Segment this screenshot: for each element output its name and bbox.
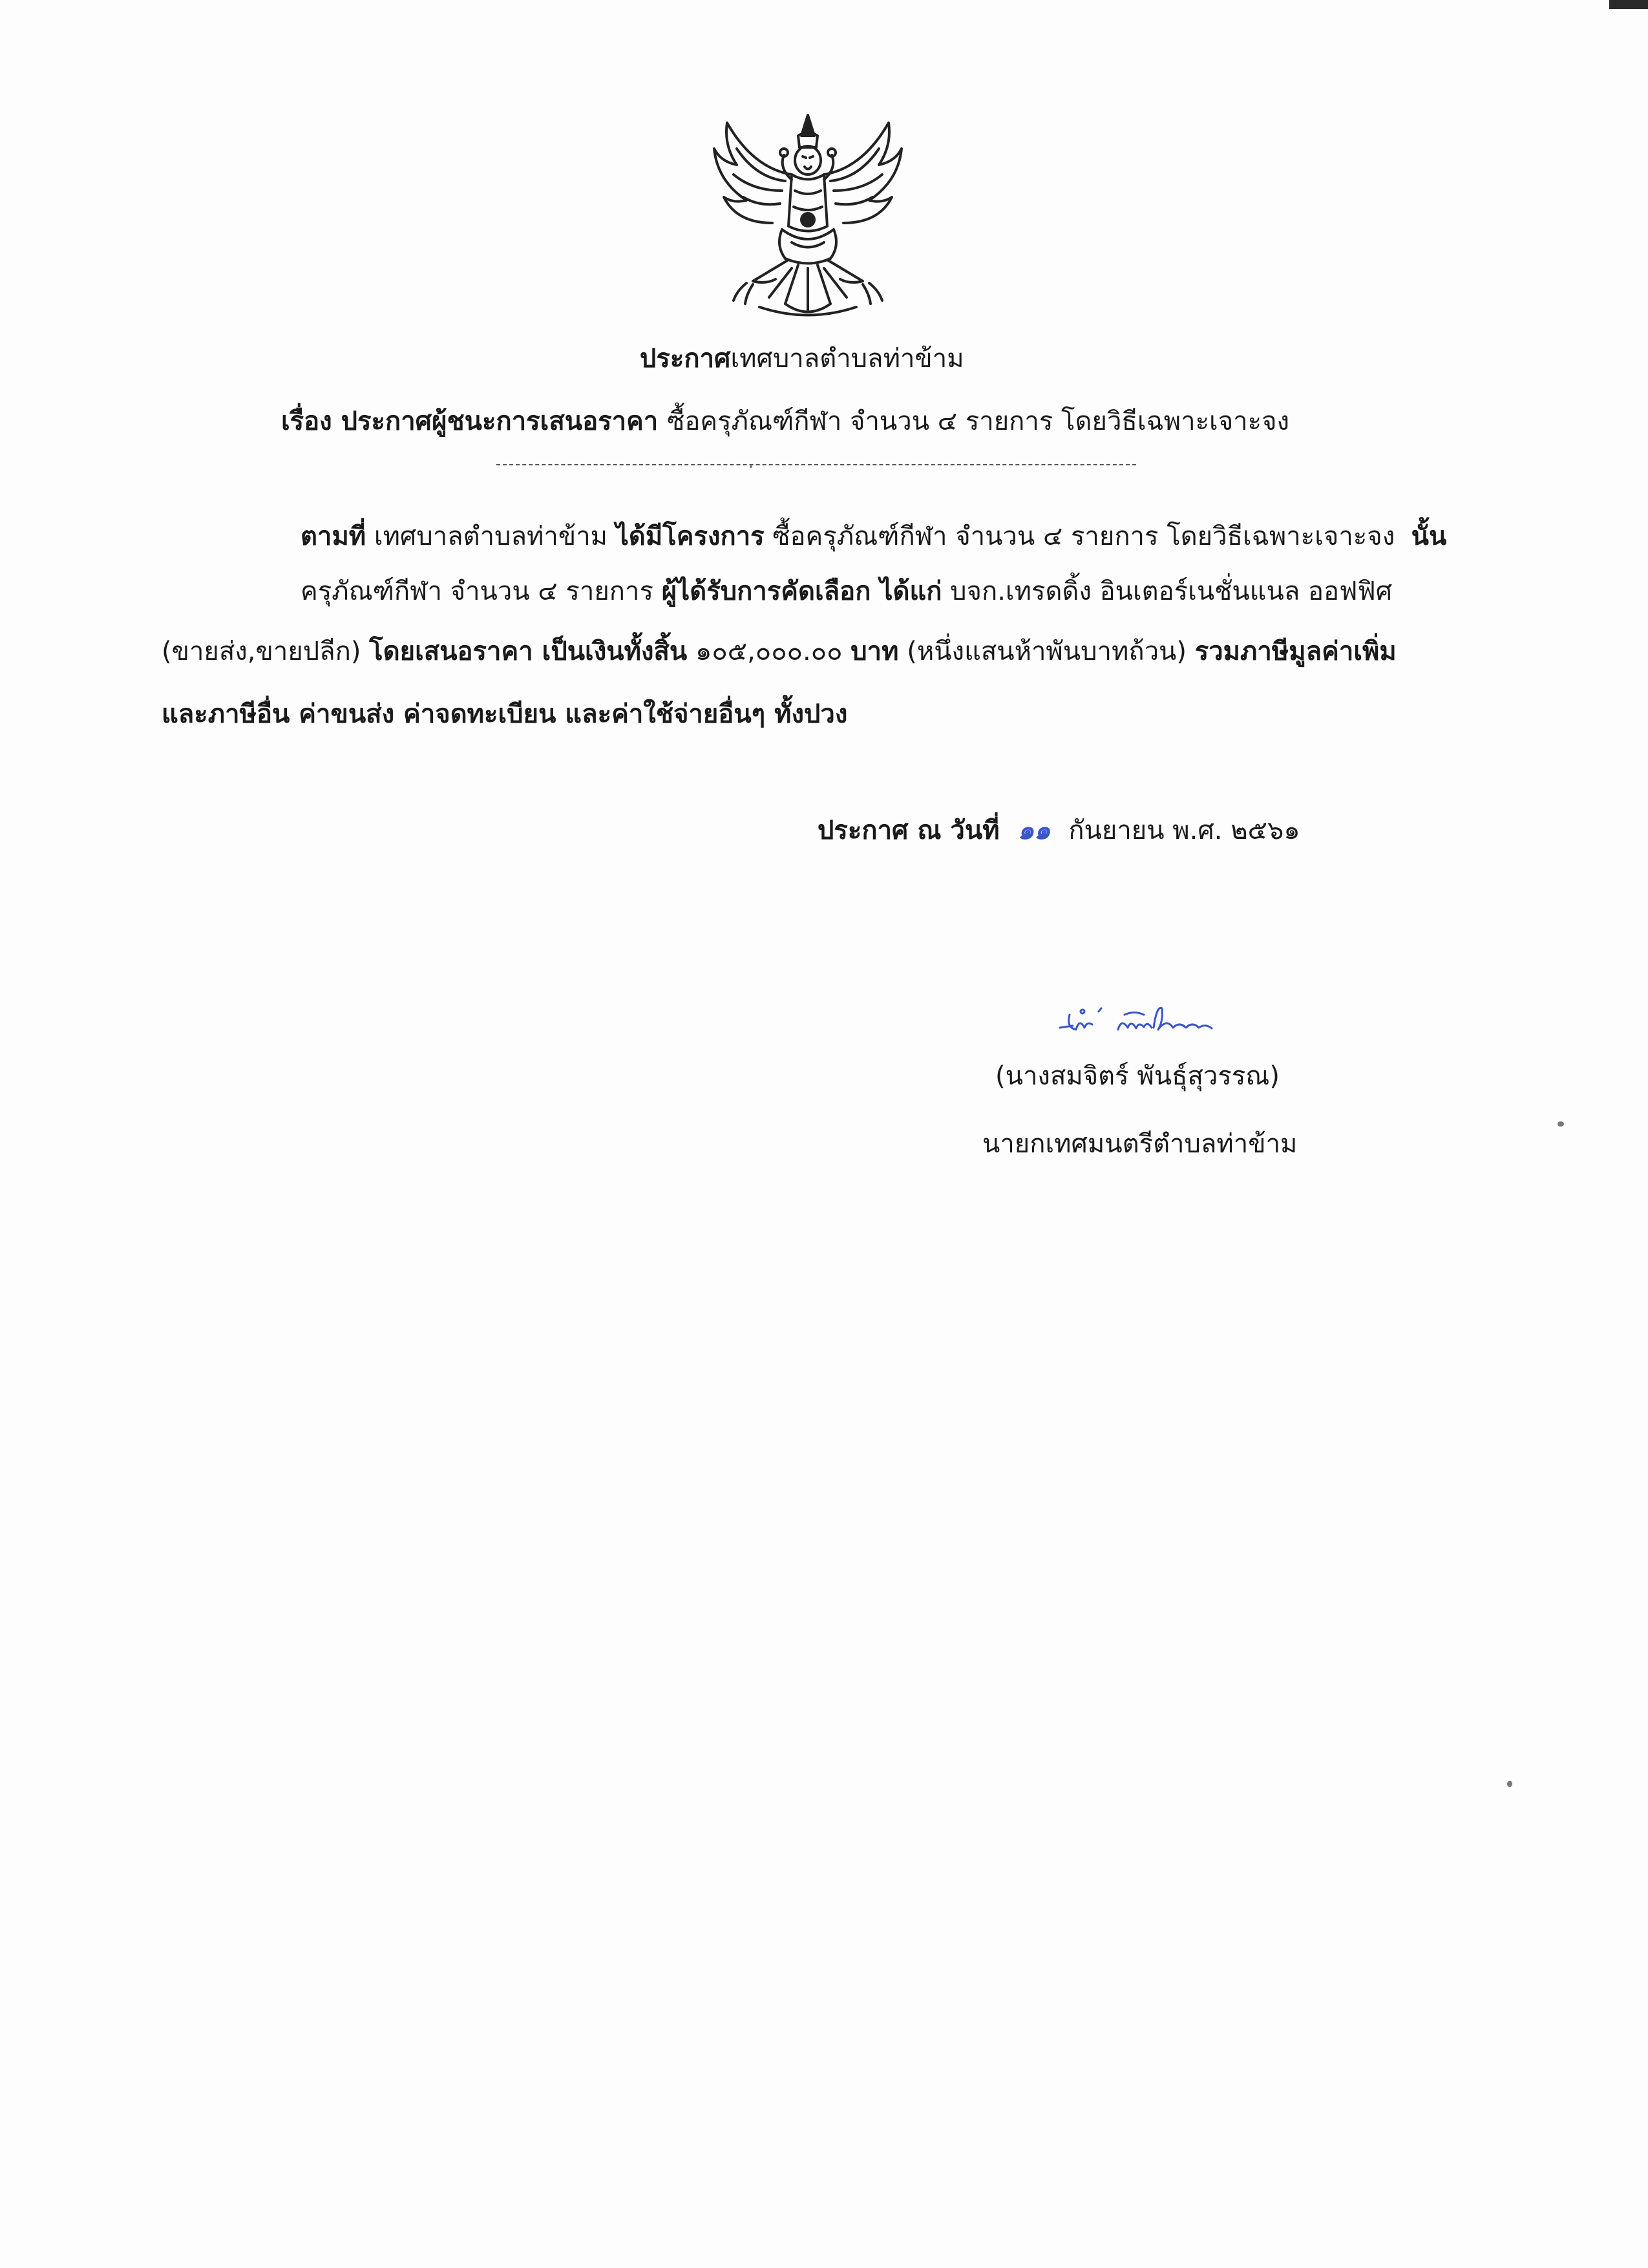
p3-amount-words: (หนึ่งแสนห้าพันบาทถ้วน) [907,637,1187,666]
issuer-name: เทศบาลตำบลท่าข้าม [730,344,964,374]
scan-speck [750,465,752,468]
p3-vat: รวมภาษีมูลค่าเพิ่ม [1194,637,1397,666]
issuer-label: ประกาศ [640,344,731,374]
p3-currency: บาท [850,637,899,666]
scan-speck [1558,1121,1564,1127]
p1-lead: ตามที่ [301,522,366,551]
subject-detail: ซื้อครุภัณฑ์กีฬา จำนวน ๔ รายการ โดยวิธีเฉพาะเจาะจง [667,407,1290,436]
p2-vendor: บจก.เทรดดิ้ง อินเตอร์เนชั่นแนล ออฟฟิศ [950,577,1393,606]
announcement-title [640,339,964,378]
signer-position: นายกเทศมนตรีตำบลท่าข้าม [982,1129,1298,1159]
scan-speck [1507,1781,1512,1787]
p3-price-label: โดยเสนอราคา เป็นเงินทั้งสิ้น [369,637,688,666]
p1-org: เทศบาลตำบลท่าข้าม [374,522,608,551]
body-line-1 [301,517,1446,556]
garuda-emblem [708,110,908,323]
p1-project: ซื้อครุภัณฑ์กีฬา จำนวน ๔ รายการ โดยวิธีเฉพาะเจาะจง [772,522,1395,551]
body-line-3 [162,632,1397,671]
p3-vendor-suffix: (ขายส่ง,ขายปลีก) [162,637,361,666]
handwritten-signature [1047,992,1241,1044]
body-line-2 [301,572,1392,611]
p2-selected-label: ผู้ได้รับการคัดเลือก ได้แก่ [661,577,942,606]
body-line-4 [162,695,847,734]
scan-edge-mark [1609,0,1648,9]
divider-line [496,464,1136,465]
date-label: ประกาศ ณ วันที่ [818,816,1000,845]
date-day: ๑๑ [1017,815,1051,845]
p2-item: ครุภัณฑ์กีฬา จำนวน ๔ รายการ [301,577,653,606]
p1-end: นั้น [1411,522,1447,551]
date-month-year: กันยายน พ.ศ. ๒๕๖๑ [1068,816,1300,845]
announcement-subject [281,402,1289,441]
p4-text: และภาษีอื่น ค่าขนส่ง ค่าจดทะเบียน และค่าใช้จ่ายอื่นๆ ทั้งปวง [162,699,848,729]
subject-label: เรื่อง ประกาศผู้ชนะการเสนอราคา [281,407,659,436]
p3-amount: ๑๐๕,๐๐๐.๐๐ [695,637,843,666]
signer-name: (นางสมจิตร์ พันธุ์สุวรรณ) [995,1061,1280,1091]
p1-project-label: ได้มีโครงการ [615,522,765,551]
announcement-date [818,811,1300,850]
